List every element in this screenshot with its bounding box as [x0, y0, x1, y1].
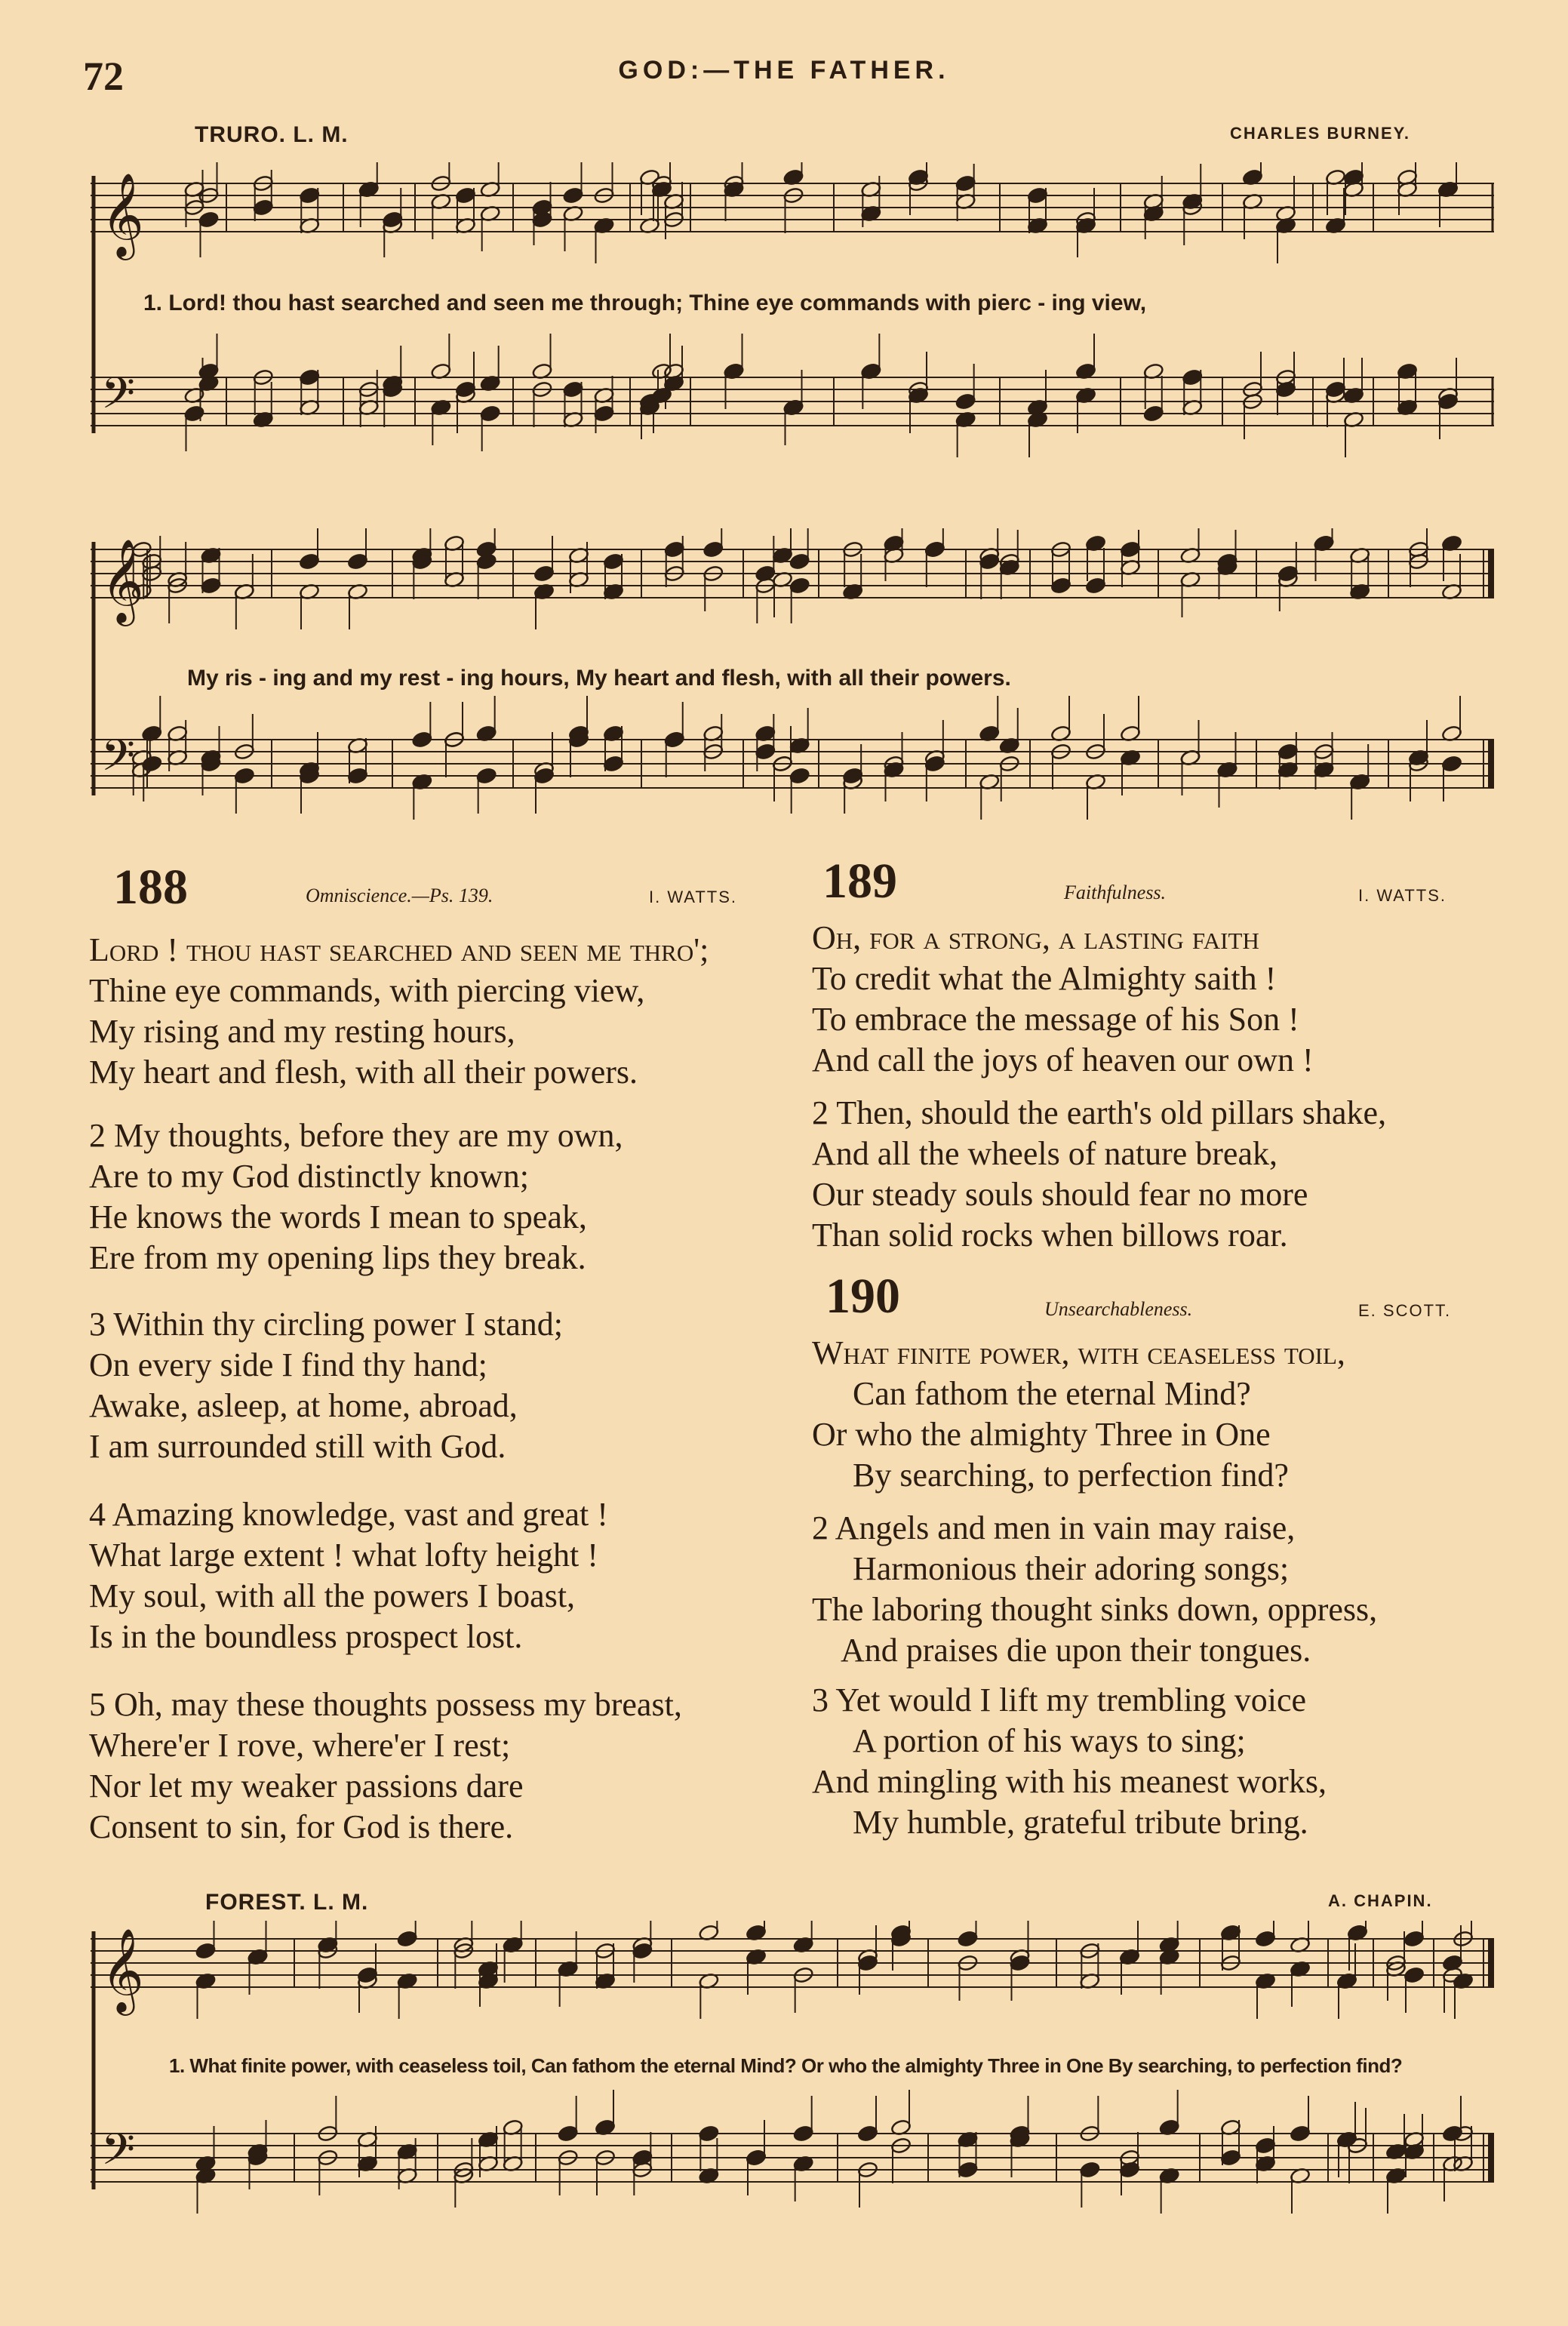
treble-staff	[91, 1939, 1494, 1987]
hymn-number-188: 188	[113, 860, 188, 915]
note-head	[253, 198, 274, 216]
hymn-topic-189: Faithfulness.	[1064, 881, 1167, 903]
note-head	[234, 767, 255, 784]
stanza-line: Are to my God distinctly known;	[89, 1158, 529, 1195]
note-head	[789, 552, 810, 570]
note-head	[1027, 186, 1048, 204]
note-head	[1143, 405, 1164, 422]
stanza-line: 2 Angels and men in vain may raise,	[812, 1509, 1296, 1546]
stanza-line: 2 My thoughts, before they are my own,	[89, 1117, 623, 1154]
note-head	[793, 2124, 814, 2142]
truro-system-1	[91, 162, 1502, 487]
truro-lyric-line-1: 1. Lord! thou hast searched and seen me through; Thine eye commands with pierc - ing view,	[143, 291, 1147, 315]
note-head	[1220, 2149, 1241, 2166]
note-head	[562, 380, 583, 398]
note-head	[183, 405, 204, 422]
note-head	[603, 755, 624, 772]
stanza-line: Or who the almighty Three in One	[812, 1416, 1271, 1453]
note-head	[195, 1942, 216, 1959]
stanza-line: He knows the words I mean to speak,	[89, 1198, 587, 1235]
stanza-line: Is in the boundless prospect lost.	[89, 1618, 523, 1655]
note-head	[1120, 540, 1141, 558]
forest-system	[91, 1921, 1502, 2238]
note-head	[698, 2124, 719, 2142]
note-head	[533, 565, 555, 582]
stanza-line: My rising and my resting hours,	[89, 1013, 515, 1050]
note-head	[955, 392, 976, 410]
note-head	[957, 2161, 978, 2178]
note-head	[1085, 577, 1106, 594]
note-head	[789, 767, 810, 784]
hymn-topic-188: Omniscience.—Ps. 139.	[306, 885, 493, 906]
note-head	[924, 755, 945, 772]
note-head	[957, 1930, 978, 1947]
stanza-line: A portion of his ways to sing;	[853, 1722, 1246, 1759]
bass-clef-icon: 𝄢	[101, 368, 136, 429]
hymn-188-stanza-3	[89, 1304, 563, 1467]
stanza-line: Consent to sin, for God is there.	[89, 1808, 514, 1845]
note-head	[397, 1930, 418, 1947]
stanza-line: What finite power, with ceaseless toil,	[812, 1334, 1345, 1371]
note-head	[664, 540, 685, 558]
note-head	[789, 577, 810, 594]
note-head	[1050, 577, 1071, 594]
final-barline	[1488, 2134, 1494, 2182]
note-head	[842, 767, 863, 784]
note-head	[1277, 565, 1299, 582]
stanza-line: Thine eye commands, with piercing view,	[89, 972, 645, 1009]
stanza-line: My humble, grateful tribute bring.	[853, 1804, 1308, 1841]
note-head	[1404, 1966, 1425, 1983]
stanza-line: What large extent ! what lofty height !	[89, 1537, 598, 1574]
note-head	[1404, 1930, 1425, 1947]
note-head	[1277, 743, 1299, 760]
final-barline	[1488, 740, 1494, 788]
page-number: 72	[83, 54, 124, 99]
note-head	[299, 368, 320, 386]
note-head	[1255, 1930, 1276, 1947]
stanza-line: 3 Yet would I lift my trembling voice	[812, 1681, 1307, 1718]
note-head	[476, 767, 497, 784]
final-barline	[1488, 549, 1494, 598]
note-head	[664, 731, 685, 748]
note-head	[979, 552, 1000, 570]
treble-clef-icon: 𝄞	[101, 538, 144, 623]
stanza-line: Nor let my weaker passions dare	[89, 1768, 524, 1804]
stanza-line: 3 Within thy circling power I stand;	[89, 1306, 563, 1343]
stanza-line: The laboring thought sinks down, oppress,	[812, 1591, 1378, 1628]
stanza-line: On every side I find thy hand;	[89, 1346, 487, 1383]
stanza-line: Ere from my opening lips they break.	[89, 1239, 586, 1276]
bass-clef-icon: 𝄢	[101, 2124, 136, 2186]
note-head	[1182, 368, 1203, 386]
note-head	[198, 211, 219, 228]
note-head	[533, 767, 555, 784]
hymn-number-190: 190	[826, 1269, 900, 1324]
note-head	[1255, 2137, 1276, 2154]
note-head	[1009, 1954, 1030, 1971]
stanza-line: My soul, with all the powers I boast,	[89, 1577, 576, 1614]
stanza-line: 4 Amazing knowledge, vast and great !	[89, 1496, 608, 1533]
stanza-line: Than solid rocks when billows roar.	[812, 1217, 1288, 1254]
stanza-line: By searching, to perfection find?	[853, 1457, 1289, 1494]
note-head	[603, 552, 624, 570]
bass-clef-icon: 𝄢	[101, 730, 136, 792]
note-head	[455, 186, 476, 204]
hymn-190-stanza-3	[812, 1680, 1327, 1843]
hymn-188-stanza-2	[89, 1115, 623, 1278]
bass-staff	[91, 2134, 1494, 2182]
stanza-line: And call the joys of heaven our own !	[812, 1041, 1314, 1078]
hymn-188-stanza-5	[89, 1685, 682, 1848]
note-head	[857, 2124, 878, 2142]
note-head	[1441, 755, 1462, 772]
stanza-line: To credit what the Almighty saith !	[812, 960, 1277, 997]
stanza-line: And all the wheels of nature break,	[812, 1135, 1277, 1172]
note-head	[347, 552, 368, 570]
hymn-author-190: E. SCOTT.	[1358, 1301, 1452, 1320]
hymn-topic-190: Unsearchableness.	[1044, 1298, 1193, 1320]
hymn-author-188: I. WATTS.	[649, 888, 737, 906]
note-head	[480, 405, 501, 422]
stanza-line: Awake, asleep, at home, abroad,	[89, 1387, 518, 1424]
stanza-line: I am surrounded still with God.	[89, 1428, 506, 1465]
note-head	[924, 540, 945, 558]
tune-composer-truro: CHARLES BURNEY.	[1230, 124, 1411, 143]
hymn-188-stanza-4	[89, 1494, 608, 1657]
stanza-line: My heart and flesh, with all their powers.	[89, 1054, 638, 1091]
hymn-number-189: 189	[822, 854, 897, 909]
tune-composer-forest: A. CHAPIN.	[1328, 1891, 1433, 1910]
tune-title-truro: TRURO. L. M.	[195, 122, 349, 147]
forest-lyric-line-1: 1. What finite power, with ceaseless toil, Can fathom the eternal Mind? Or who the almighty Three in One By searching, to perfection find?	[169, 2054, 1403, 2077]
truro-lyric-line-2: My ris - ing and my rest - ing hours, My heart and flesh, with all their powers.	[187, 666, 1011, 691]
note-head	[1437, 392, 1459, 410]
running-head: GOD:—THE FATHER.	[618, 56, 950, 85]
hymn-189-stanza-1	[812, 918, 1314, 1081]
note-head	[558, 2124, 579, 2142]
stanza-line: 5 Oh, may these thoughts possess my breast,	[89, 1686, 682, 1723]
hymn-author-189: I. WATTS.	[1358, 886, 1447, 905]
hymn-189-stanza-2	[812, 1093, 1386, 1256]
hymn-190-stanza-2	[812, 1508, 1377, 1671]
hymn-188-stanza-1	[89, 930, 709, 1093]
stanza-line: To embrace the message of his Son !	[812, 1001, 1299, 1038]
note-head	[562, 186, 583, 204]
note-head	[357, 1966, 378, 1983]
note-head	[347, 767, 368, 784]
stanza-line: Our steady souls should fear no more	[812, 1176, 1308, 1213]
stanza-line: Where'er I rove, where'er I rest;	[89, 1727, 511, 1764]
note-head	[1079, 2161, 1100, 2178]
note-head	[299, 552, 320, 570]
note-head	[703, 540, 724, 558]
stanza-line: Oh, for a strong, a lasting faith	[812, 919, 1259, 956]
tune-title-forest: FOREST. L. M.	[205, 1890, 369, 1915]
stanza-line: Lord ! thou hast searched and seen me thro';	[89, 931, 709, 968]
note-head	[955, 174, 976, 192]
note-head	[299, 186, 320, 204]
stanza-line: And mingling with his meanest works,	[812, 1763, 1327, 1800]
final-barline	[1488, 1939, 1494, 1987]
note-head	[1290, 2124, 1311, 2142]
treble-clef-icon: 𝄞	[101, 1928, 144, 2012]
stanza-line: 2 Then, should the earth's old pillars shake,	[812, 1094, 1387, 1131]
note-head	[200, 577, 221, 594]
note-head	[411, 731, 432, 748]
stanza-line: Harmonious their adoring songs;	[853, 1550, 1290, 1587]
stanza-line: And praises die upon their tongues.	[841, 1632, 1311, 1669]
stanza-line: Can fathom the eternal Mind?	[853, 1375, 1251, 1412]
note-head	[593, 405, 614, 422]
hymn-190-stanza-1	[812, 1333, 1345, 1496]
note-head	[382, 211, 403, 228]
note-head	[755, 743, 776, 760]
note-head	[746, 2149, 767, 2166]
treble-clef-icon: 𝄞	[101, 172, 144, 257]
note-head	[1325, 380, 1346, 398]
